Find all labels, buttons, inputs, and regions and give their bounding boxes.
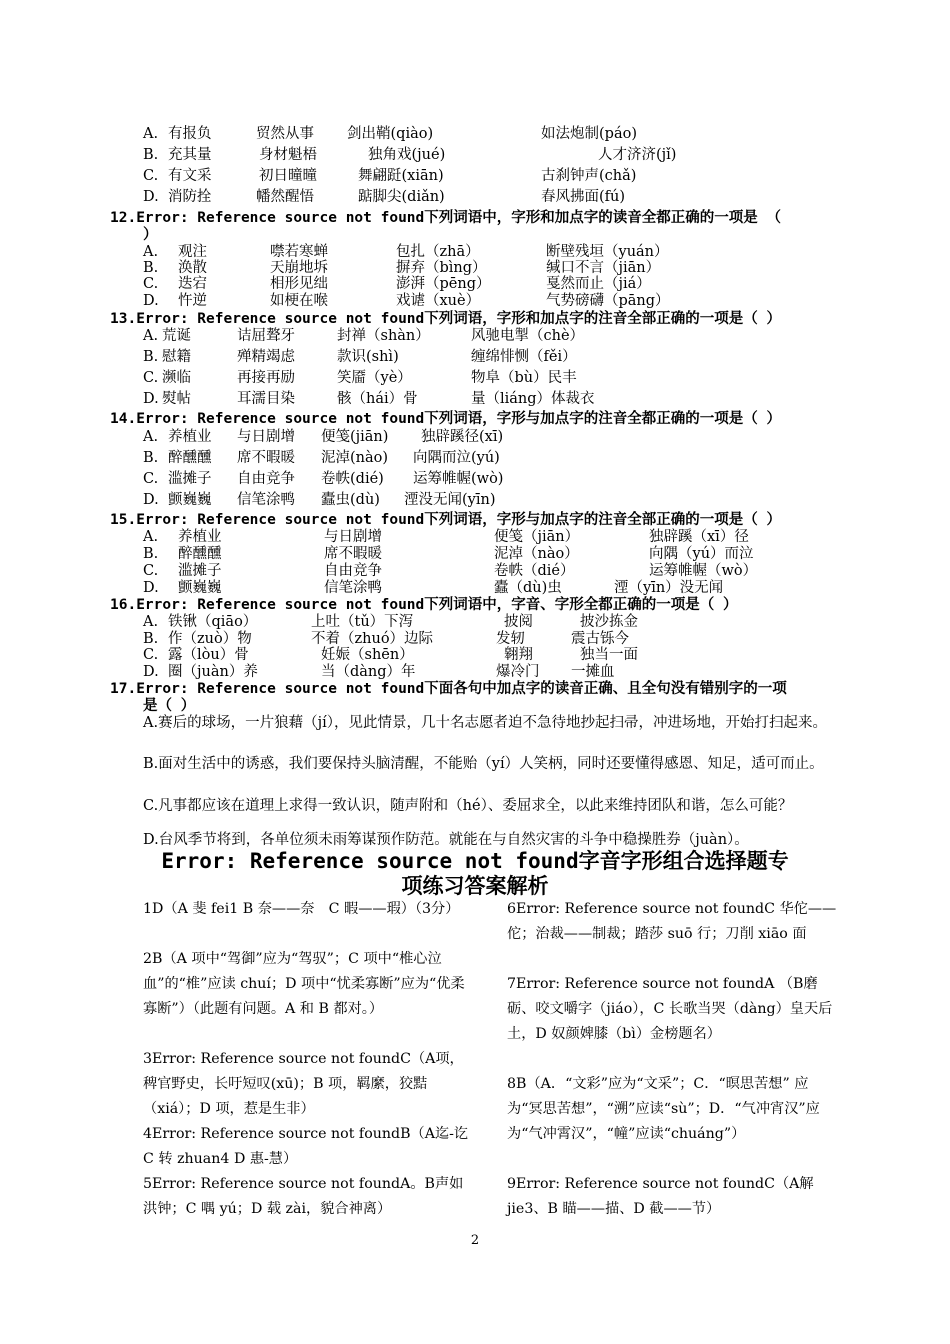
answer-7: 7Error: Reference source not foundA （B磨砺、咬文嚼字（jiáo），C 长歌当哭（dàng）皇天后土，D 奴颜婢膝（bì）金榜题名）	[507, 976, 833, 1042]
answer-6: 6Error: Reference source not foundC 华佗——佗；治裁——制裁；踏莎 suō 行；刀削 xiāo 面	[507, 901, 837, 942]
q16-title: 16.Error: Reference source not found下列词语中，字音、字形全都正确的一项是（ ）	[110, 597, 738, 613]
q12-title-cont: ）	[143, 227, 158, 243]
answer-heading-line1: Error: Reference source not found字音字形组合选择题专	[161, 849, 789, 873]
q13-title: 13.Error: Reference source not found下列词语，字形和加点字的注音全部正确的一项是（ ）	[110, 311, 781, 327]
document-page: A. 有报负 贸然从事 剑出鞘(qiào) 如法炮制(páo) B. 充其量 身材魁梧 独角戏(jué) 人才济济(jǐ) C. 有文采 初日曈曈 舞翩跹(xiān) 古刹钟声(chǎ) D. 消防拴 幡然醒悟 踮脚尖(diǎn) 春风拂面(fú) 12.Error: Reference source not found下列词语中，字形和加点字的读音全都正确的一项是 （ ） A. 观注 噤若寒蝉 包扎（zhā） 断壁残垣（yuán） B. 涣散 天崩地坼 摒弃（bìng） 缄口不言（jiān） C. 迭宕 相形见绌 澎湃（pēng） 戛然而止（jiá） D. 忤逆 如梗在喉 戏谑（xuè） 气势磅礴（pāng） 13.Error: Reference source not found下列词语，字形和加点字的注音全部正确的一项是（ ） A. 荒诞 诘屈聱牙 封禅（shàn） 风驰电掣（chè） B. 慰籍 殚精竭虑 款识(shì) 缠绵悱恻（fěi） C. 濒临 再接再励 笑靥（yè） 物阜（bù）民丰 D. 熨帖 耳濡目染 骸（hái）骨 量（liáng）体裁衣 14.Error: Reference source not found下列词语，字形与加点字的注音全都正确的一项是（ ） A. 养植业 与日剧增 便笺(jiān) 独辟蹊径(xī) B. 醉醺醺 席不暇暖 泥淖(nào) 向隅而泣(yú) C. 滥摊子 自由竞争 卷帙(dié) 运筹帷幄(wò) D. 颤巍巍 信笔涂鸭 蠹虫(dù) 湮没无闻(yīn) 15.Error: Reference source not found下列词语，字形与加点字的注音全部正确的一项是（ ） A. 养植业 与日剧增 便笺（jiān） 独辟蹊（xī）径 B. 醉醺醺 席不暇暖 泥淖（nào） 向隅（yú）而泣 C. 滥摊子 自由竞争 卷帙（dié） 运筹帷幄（wò） D. 颤巍巍 信笔涂鸭 蠹（dù)虫 湮（yīn）没无闻 16.Error: Reference source not found下列词语中，字音、字形全都正确的一项是（ ） A. 铁锹（qiāo） 上吐（tǔ）下泻 披阅 披沙拣金 B. 作（zuò）物 不着（zhuó）边际 发轫 震古铄今 C. 露（lòu）骨 妊娠（shēn） 翱翔 独当一面 D. 圈（juàn）养 当（dàng）年 爆冷门 一摊血 17.Error: Reference source not found下面各句中加点字的读音正确、且全句没有错别字的一项 是（ ） A.赛后的球场，一片狼藉（jí），见此情景，几十名志愿者迫不急待地抄起扫帚，冲进场地，开始打扫起来。 B.面对生活中的诱惑，我们要保持头脑清醒，不能贻（yí）人笑柄，同时还要懂得感恩、知足，适可而止。 C.凡事都应该在道理上求得一致认识，随声附和（hé）、委屈求全，以此来维持团队和谐，怎么可能？ D.台风季节将到，各单位须未雨筹谋预作防范。就能在与自然灾害的斗争中稳操胜券（juàn）。 Error: Reference source not found字音字形组合选择题专 项练习答案解析 1D（A 斐 fei1 B 奈——奈 C 暇——瑕）（3分） 2B（A 项中“驾御”应为“驾驭”；C 项中“椎心泣血”的“椎”应读 chuí；D 项中“忧柔寡断”应为“优柔寡断”）（此题有问题。A 和 B 都对。） 3Error: Reference source not foundC（A项，稗官野史，长吁短叹(xū)；B 项，羁縻，狡黠（xiá）；D 项，惹是生非） 4Error: Reference source not foundB（A迄-讫 C 转 zhuan4 D 惠-慧） 5Error: Reference source not foundA。B声如洪钟；C 喁 yú；D 载 zài，貌合神离） 6Error: Reference source not foundC 华佗——佗；治裁——制裁；踏莎 suō 行；刀削 xiāo 面 7Error: Reference source not foundA （B磨砺、咬文嚼字（jiáo），C 长歌当哭（dàng）皇天后土，D 奴颜婢膝（bì）金榜题名） 8B（A．“文彩”应为“文采”；C．“暝思苦想” 应为“冥思苦想”，“溯”应读“sù”；D．“气冲宵汉”应为“气冲霄汉”，“幢”应读“chuáng”） 9Error: Reference source not foundC（A解 jie3、B 瞄——描、D 截——节） 2	[0, 0, 950, 1344]
answer-2: 2B（A 项中“驾御”应为“驾驭”；C 项中“椎心泣血”的“椎”应读 chuí；D 项中“忧柔寡断”应为“优柔寡断”）（此题有问题。A 和 B 都对。）	[143, 951, 465, 1017]
answer-3: 3Error: Reference source not foundC（A项，稗官野史，长吁短叹(xū)；B 项，羁縻，狡黠（xiá）；D 项，惹是生非）	[143, 1051, 464, 1117]
answer-heading-line2: 项练习答案解析	[401, 874, 549, 898]
q17-title: 17.Error: Reference source not found下面各句中加点字的读音正确、且全句没有错别字的一项	[110, 681, 787, 697]
q14-title: 14.Error: Reference source not found下列词语，字形与加点字的注音全都正确的一项是（ ）	[110, 411, 781, 427]
answer-8: 8B（A．“文彩”应为“文采”；C．“暝思苦想” 应为“冥思苦想”，“溯”应读“sù”；D．“气冲宵汉”应为“气冲霄汉”，“幢”应读“chuáng”）	[507, 1076, 820, 1142]
q17-option-a: A.赛后的球场，一片狼藉（jí），见此情景，几十名志愿者迫不急待地抄起扫帚，冲进场地，开始打扫起来。	[143, 715, 827, 731]
answer-5: 5Error: Reference source not foundA。B声如洪钟；C 喁 yú；D 载 zài，貌合神离）	[143, 1176, 464, 1217]
q12-title: 12.Error: Reference source not found下列词语中，字形和加点字的读音全都正确的一项是 （	[110, 210, 781, 226]
answer-9: 9Error: Reference source not foundC（A解 jie3、B 瞄——描、D 截——节）	[507, 1176, 814, 1217]
q17-option-b: B.面对生活中的诱惑，我们要保持头脑清醒，不能贻（yí）人笑柄，同时还要懂得感恩、知足，适可而止。	[143, 756, 824, 772]
answer-1: 1D（A 斐 fei1 B 奈——奈 C 暇——瑕）（3分）	[143, 901, 460, 917]
q17-option-d: D.台风季节将到，各单位须未雨筹谋预作防范。就能在与自然灾害的斗争中稳操胜券（juàn）。	[143, 832, 749, 848]
q17-title-cont: 是（ ）	[143, 698, 196, 714]
answer-4: 4Error: Reference source not foundB（A迄-讫 C 转 zhuan4 D 惠-慧）	[143, 1126, 469, 1167]
q17-option-c: C.凡事都应该在道理上求得一致认识，随声附和（hé）、委屈求全，以此来维持团队和谐，怎么可能？	[143, 798, 793, 814]
q15-title: 15.Error: Reference source not found下列词语，字形与加点字的注音全部正确的一项是（ ）	[110, 512, 781, 528]
page-number: 2	[470, 1233, 480, 1248]
